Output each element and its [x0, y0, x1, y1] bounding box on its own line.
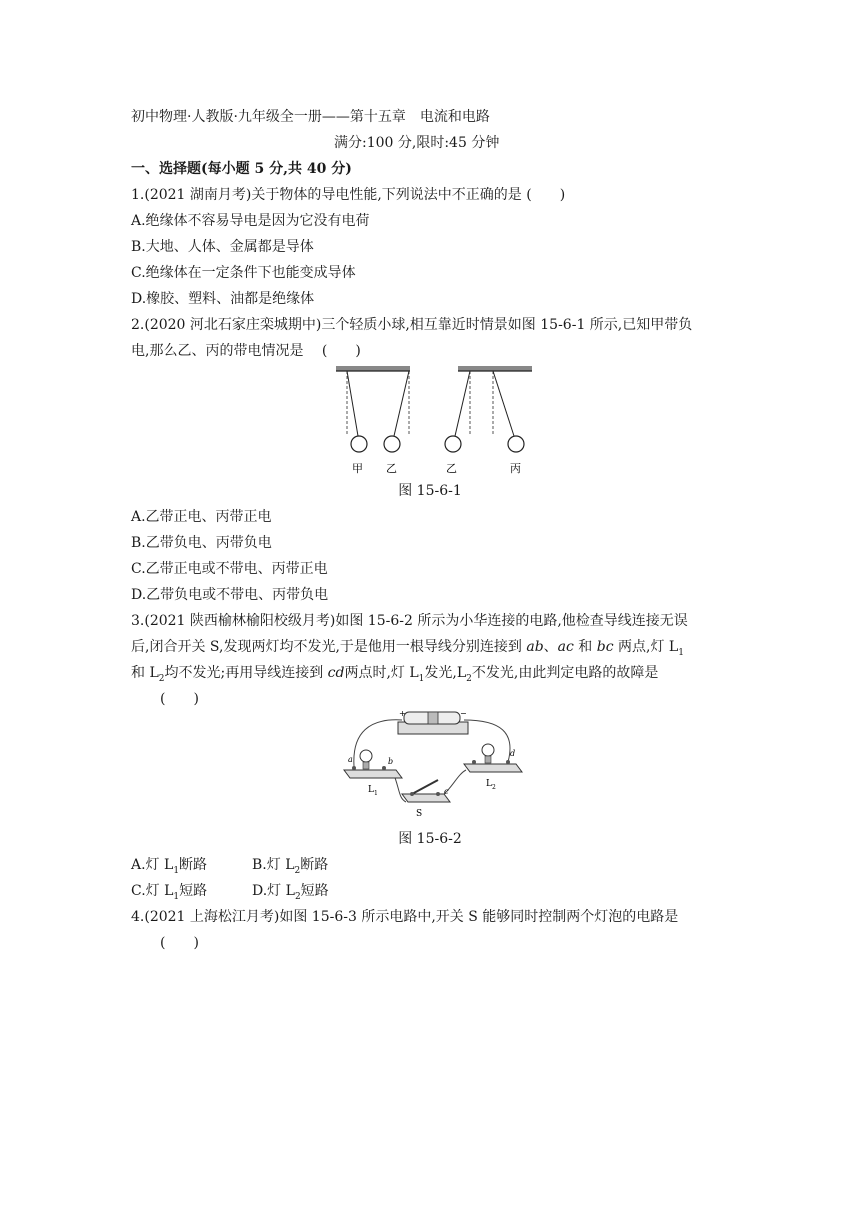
figure-15-6-2	[340, 708, 530, 824]
svg-text:b: b	[388, 757, 394, 766]
q1-option-d: D.橡胶、塑料、油都是绝缘体	[131, 291, 315, 307]
label-bing: 丙	[510, 462, 521, 475]
q1-option-c: C.绝缘体在一定条件下也能变成导体	[131, 265, 356, 281]
q3-option-d: D.灯 $L_2$短路	[252, 883, 329, 902]
switch-lever	[412, 780, 438, 794]
q3-stem-line3: 和 $L_2$均不发光;再用导线连接到 cd两点时,灯 $L_1$发光$,L_2$不发光,由此判定电路的故障是	[131, 665, 659, 684]
ball-yi-right	[445, 436, 461, 452]
q3-stem-line2: 后,闭合开关 S,发现两灯均不发光,于是他用一根导线分别连接到 ab、ac 和 bc 两点,灯 $L_1$	[131, 639, 684, 658]
q3-option-c: C.灯 $L_1$短路	[131, 883, 208, 902]
q2-option-d: D.乙带负电或不带电、丙带负电	[131, 587, 329, 603]
q1-option-b: B.大地、人体、金属都是导体	[131, 239, 314, 255]
switch-base	[402, 794, 450, 802]
svg-text:a: a	[348, 755, 353, 764]
label-jia: 甲	[352, 462, 363, 475]
lamp2-base	[464, 764, 522, 772]
section-title: 一、选择题(每小题 5 分,共 40 分)	[131, 161, 352, 177]
svg-text:1: 1	[374, 790, 378, 797]
q1-stem: 1.(2021 湖南月考)关于物体的导电性能,下列说法中不正确的是 ( )	[131, 187, 566, 203]
q1-option-a: A.绝缘体不容易导电是因为它没有电荷	[131, 213, 370, 229]
support-bar-left	[336, 366, 410, 371]
q4-answer-bracket: ( )	[160, 935, 199, 951]
svg-text:c: c	[444, 787, 449, 796]
svg-text:d: d	[510, 749, 516, 758]
q2-option-b: B.乙带负电、丙带负电	[131, 535, 272, 551]
q2-option-c: C.乙带正电或不带电、丙带正电	[131, 561, 328, 577]
svg-text:+: +	[399, 709, 406, 718]
label-yi-2: 乙	[446, 462, 457, 475]
q3-stem-line1: 3.(2021 陕西榆林榆阳校级月考)如图 15-6-2 所示为小华连接的电路,他检查导线连接无误	[131, 613, 688, 629]
q3-option-a: A.灯 $L_1$断路	[131, 857, 208, 876]
svg-text:−: −	[460, 709, 467, 718]
q2-stem-line1: 2.(2020 河北石家庄栾城期中)三个轻质小球,相互靠近时情景如图 15-6-1 所示,已知甲带负	[131, 317, 693, 333]
svg-text:2: 2	[492, 784, 496, 791]
ball-yi-left	[384, 436, 400, 452]
q3-option-b: B.灯 $L_2$断路	[252, 857, 329, 876]
svg-text:S: S	[416, 809, 423, 819]
ball-jia	[351, 436, 367, 452]
figure-caption-15-6-2: 图 15-6-2	[398, 831, 462, 847]
q2-stem-line2: 电,那么乙、丙的带电情况是 ( )	[131, 343, 361, 359]
ball-bing	[508, 436, 524, 452]
lamp1-base	[344, 770, 402, 778]
q4-stem: 4.(2021 上海松江月考)如图 15-6-3 所示电路中,开关 S 能够同时控制两个灯泡的电路是	[131, 909, 679, 925]
lamp1-bulb	[360, 750, 372, 762]
figure-15-6-1	[330, 364, 540, 476]
svg-text:L: L	[368, 785, 374, 795]
svg-text:L: L	[486, 779, 492, 789]
q2-option-a: A.乙带正电、丙带正电	[131, 509, 272, 525]
figure-caption-15-6-1: 图 15-6-1	[398, 483, 462, 499]
label-yi-1: 乙	[386, 462, 397, 475]
q3-answer-bracket: ( )	[160, 691, 199, 707]
doc-header-meta: 满分:100 分,限时:45 分钟	[334, 135, 500, 151]
doc-header-title: 初中物理·人教版·九年级全一册——第十五章 电流和电路	[131, 109, 490, 125]
support-bar-right	[458, 366, 532, 371]
lamp2-bulb	[482, 744, 494, 756]
